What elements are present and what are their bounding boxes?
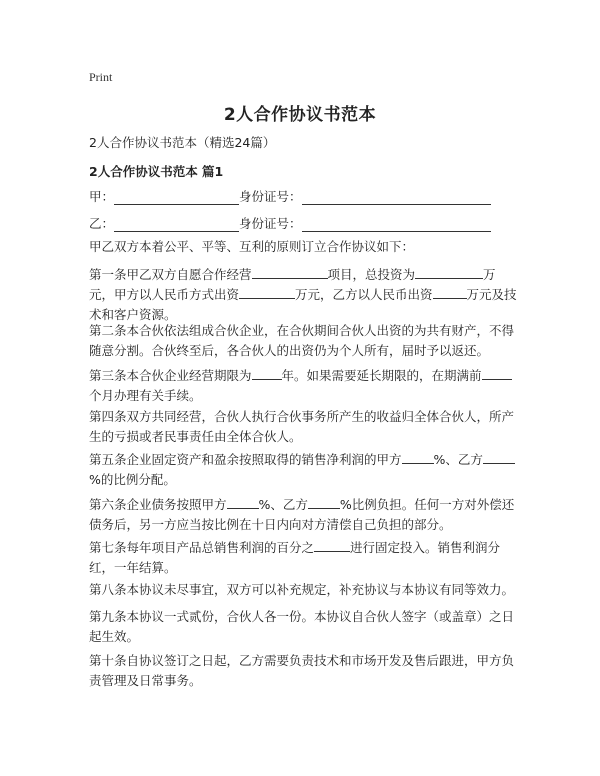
- section-heading: 2人合作协议书范本 篇1: [89, 164, 224, 179]
- clause-8: 第八条本协议未尽事宜，双方可以补充规定，补充协议与本协议有同等效力。: [89, 582, 515, 597]
- party-b-id-blank: [302, 217, 491, 232]
- document-subtitle: 2人合作协议书范本（精选24篇）: [89, 135, 276, 150]
- party-a-label: 甲：: [89, 189, 115, 204]
- term-months-blank: [482, 367, 512, 380]
- clause-2: 第二条本合伙依法组成合伙企业，在合伙期间合伙人出资的为共有财产，不得随意分割。合伙终至后，各合伙人的出资仍为个人所有，届时予以返还。: [89, 323, 515, 358]
- investment-blank: [415, 266, 483, 279]
- investment-percent-blank: [314, 539, 350, 552]
- profit-b-blank: [483, 451, 515, 464]
- clause-4: 第四条双方共同经营，合伙人执行合伙事务所产生的收益归全体合伙人，所产生的亏损或者民事责任由全体合伙人。: [89, 409, 515, 444]
- clause-10: 第十条自协议签订之日起，乙方需要负责技术和市场开发及售后跟进，甲方负责管理及日常事务。: [89, 653, 515, 688]
- clause-3-text: 年。如果需要延长期限的，在期满前: [281, 368, 482, 383]
- clause-5: [89, 450, 517, 490]
- clause-7-text: 第七条每年项目产品总销售利润的百分之: [89, 540, 315, 555]
- clause-3-text: 个月办理有关手续。: [89, 388, 202, 403]
- debt-b-blank: [308, 496, 340, 509]
- clause-3: [89, 366, 517, 406]
- party-b-label: 乙：: [89, 216, 115, 231]
- clause-1-text: 项目，总投资为: [327, 267, 416, 282]
- clause-1-text: 第一条甲乙双方自愿合作经营: [89, 267, 252, 282]
- party-b-id-label: 身份证号：: [239, 216, 302, 231]
- party-a-id-blank: [302, 190, 491, 205]
- clause-5-text: 第五条企业固定资产和盈余按照取得的销售净利润的甲方: [89, 452, 402, 467]
- clause-1: [89, 265, 517, 325]
- clause-6: [89, 495, 517, 535]
- party-a-id-label: 身份证号：: [239, 189, 302, 204]
- page-title: 2人合作协议书范本: [223, 105, 377, 125]
- clause-6-text: %比例负担。任何一方对外偿还债务后，另一方应当按比例在十日内向对方清偿自己负担的部分。: [89, 497, 515, 532]
- clause-1-text: 万元及技术和客户资源。: [89, 287, 517, 322]
- party-b-capital-blank: [433, 286, 467, 299]
- clause-7-text: 进行固定投入。销售利润分红，一年结算。: [89, 540, 501, 575]
- party-a-capital-blank: [239, 286, 295, 299]
- clause-1-text: 万元，乙方以人民币出资: [295, 287, 433, 302]
- party-a-row: [89, 187, 491, 205]
- project-blank: [252, 266, 328, 279]
- print-link[interactable]: Print: [89, 70, 113, 84]
- party-a-name-blank: [114, 190, 239, 205]
- clause-3-text: 第三条本合伙企业经营期限为: [89, 368, 252, 383]
- clause-9: 第九条本协议一式贰份，合伙人各一份。本协议自合伙人签字（或盖章）之日起生效。: [89, 609, 515, 644]
- party-b-name-blank: [114, 217, 239, 232]
- debt-a-blank: [227, 496, 259, 509]
- clause-6-text: %、乙方: [258, 497, 308, 512]
- clause-7: [89, 538, 517, 578]
- clause-5-text: %的比例分配。: [89, 472, 176, 487]
- term-years-blank: [252, 367, 282, 380]
- intro-paragraph: 甲乙双方本着公平、平等、互利的原则订立合作协议如下：: [89, 239, 415, 254]
- party-b-row: [89, 214, 491, 232]
- clause-6-text: 第六条企业债务按照甲方: [89, 497, 227, 512]
- clause-1-text: 万元，甲方以人民币方式出资: [89, 267, 496, 302]
- clause-5-text: %、乙方: [433, 452, 483, 467]
- profit-a-blank: [402, 451, 434, 464]
